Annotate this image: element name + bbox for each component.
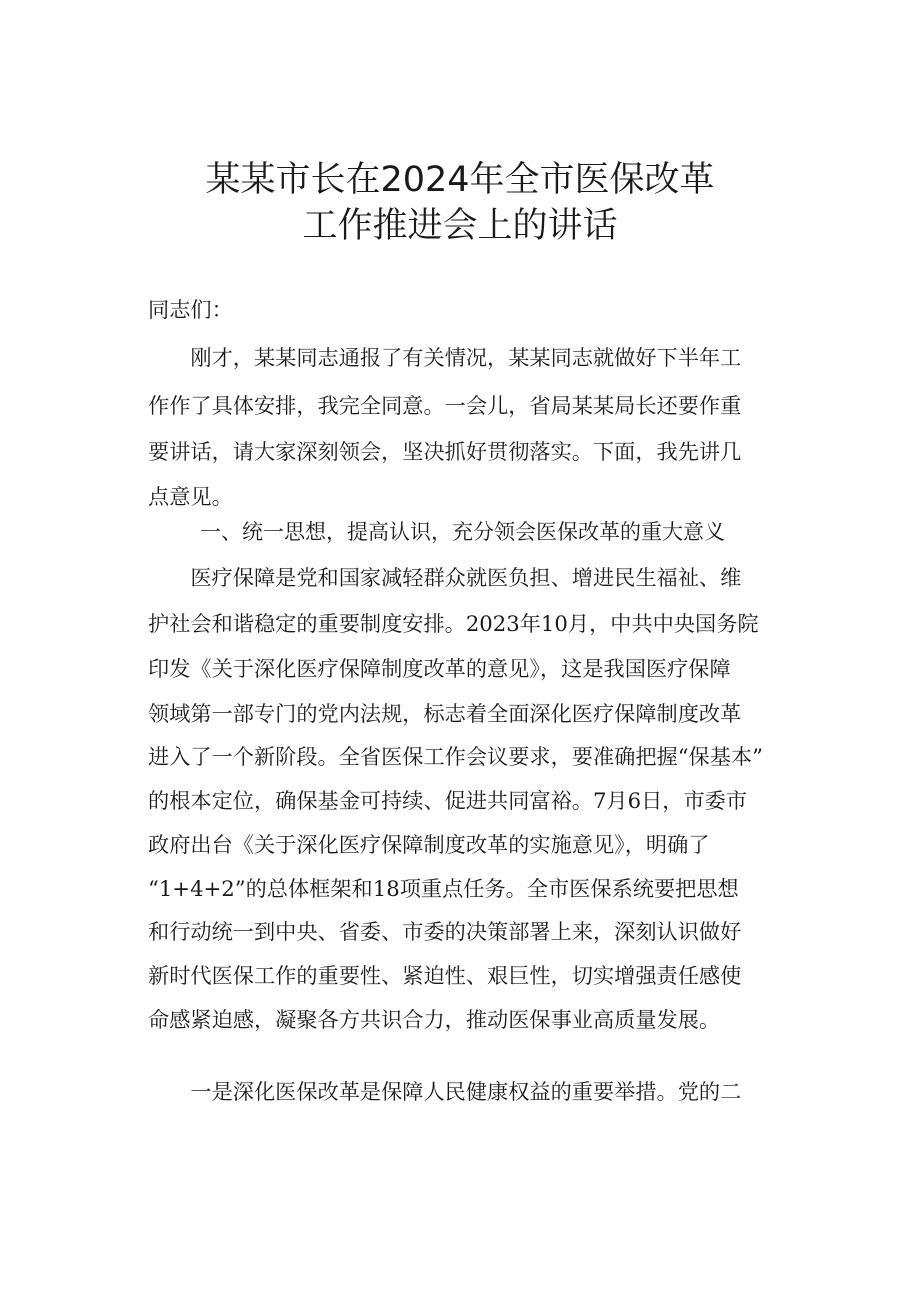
paragraph-2-line-2: 护社会和谐稳定的重要制度安排。2023年10月，中共中央国务院	[148, 611, 759, 636]
paragraph-2-line-10: 新时代医保工作的重要性、紧迫性、艰巨性，切实增强责任感使	[148, 963, 742, 988]
paragraph-2-line-9: 和行动统一到中央、省委、市委的决策部署上来，深刻认识做好	[148, 919, 742, 944]
paragraph-1-line-3: 要讲话，请大家深刻领会，坚决抓好贯彻落实。下面，我先讲几	[148, 439, 742, 464]
paragraph-3-line-1: 一是深化医保改革是保障人民健康权益的重要举措。党的二	[148, 1079, 742, 1104]
paragraph-2-line-4: 领域第一部专门的党内法规，标志着全面深化医疗保障制度改革	[148, 701, 742, 726]
paragraph-2-line-8: “1+4+2”的总体框架和18项重点任务。全市医保系统要把思想	[148, 876, 739, 901]
paragraph-2-line-3: 印发《关于深化医疗保障制度改革的意见》，这是我国医疗保障	[148, 656, 731, 681]
section-1-heading: 一、统一思想，提高认识，充分领会医保改革的重大意义	[200, 520, 725, 544]
paragraph-2-line-7: 政府出台《关于深化医疗保障制度改革的实施意见》，明确了	[148, 832, 710, 857]
paragraph-2-line-1: 医疗保障是党和国家减轻群众就医负担、增进民生福祉、维	[148, 565, 742, 590]
salutation: 同志们：	[148, 297, 233, 322]
paragraph-2-line-6: 的根本定位，确保基金可持续、促进共同富裕。7月6日，市委市	[148, 788, 748, 813]
paragraph-2-line-5: 进入了一个新阶段。全省医保工作会议要求，要准确把握“保基本”	[148, 744, 763, 769]
document-title-line-2: 工作推进会上的讲话	[302, 206, 618, 246]
paragraph-2-line-11: 命感紧迫感，凝聚各方共识合力，推动医保事业高质量发展。	[148, 1007, 721, 1032]
paragraph-1-line-2: 作作了具体安排，我完全同意。一会儿，省局某某局长还要作重	[148, 393, 742, 418]
document-title-line-1: 某某市长在2024年全市医保改革	[205, 160, 715, 200]
paragraph-1-line-4: 点意见。	[148, 484, 233, 509]
paragraph-1-line-1: 刚才，某某同志通报了有关情况，某某同志就做好下半年工	[148, 345, 742, 370]
